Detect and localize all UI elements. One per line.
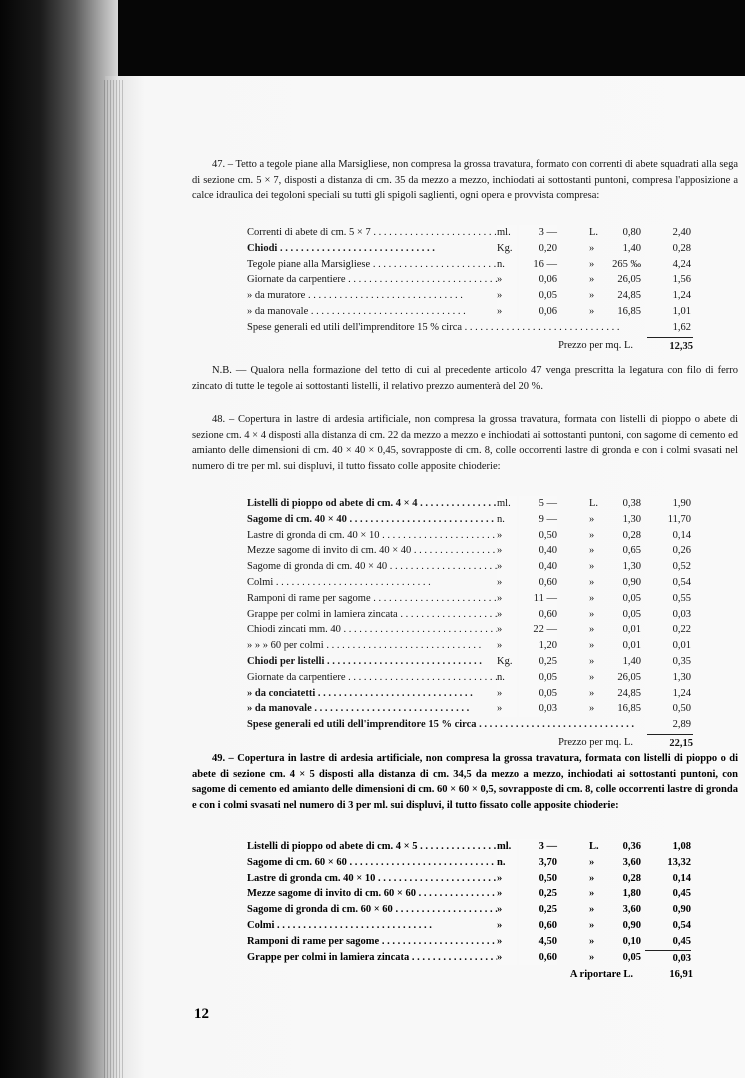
table-row: Ramponi di rame per sagome . . . » 11 — » 0,05 0,55: [247, 591, 693, 607]
table-row: Mezze sagome di invito di cm. 60 × 60 . . . » 0,25 » 1,80 0,45: [247, 886, 693, 902]
scan-border-left: [0, 0, 118, 1078]
table-row: Correnti di abete di cm. 5 × 7 . . . ml. 3 — L. 0,80 2,40: [247, 225, 693, 241]
table-row: Grappe per colmi in lamiera zincata . . . » 0,60 » 0,05 0,03: [247, 607, 693, 623]
table-row: Chiodi per listelli . . . Kg. 0,25 » 1,40 0,35: [247, 654, 693, 670]
carry-line: A riportare L. 16,91: [569, 969, 693, 981]
table-row: » » » 60 per colmi . . . » 1,20 » 0,01 0,01: [247, 638, 693, 654]
article-49-items: [247, 839, 693, 983]
table-row: Sagome di cm. 60 × 60 . . . n. 3,70 » 3,60 13,32: [247, 855, 693, 871]
table-row: Colmi . . . » 0,60 » 0,90 0,54: [247, 918, 693, 934]
table-row: » da manovale . . . » 0,06 » 16,85 1,01: [247, 304, 693, 320]
table-row: » da muratore . . . » 0,05 » 24,85 1,24: [247, 288, 693, 304]
article-48-text: 48. – Copertura in lastre di ardesia artificiale, non compresa la grossa travatura, formata con listelli di pioppo o abete di sezione cm. 4 × 4 disposti alla distanza di cm. 22 da mezzo a mezzo e inchiodati ai sottostanti puntoni, con sagome di cemento ed amianto delle dimensioni di cm. 40 × 40 × 0,45, sovrapposte di cm. 8, colle occorrenti lastre di gronda e con i colmi svasati nel numero di tre per ml. sui displuvi, il tutto fissato colle apposite chioderie:: [192, 414, 738, 472]
table-row: Chiodi . . . Kg. 0,20 » 1,40 0,28: [247, 241, 693, 257]
overhead-row: Spese generali ed utili dell'imprenditore 15 % circa . . . 1,62: [247, 320, 693, 336]
table-row: Sagome di gronda di cm. 60 × 60 . . . » 0,25 » 3,60 0,90: [247, 902, 693, 918]
table-row: » da conciatetti . . . » 0,05 » 24,85 1,24: [247, 686, 693, 702]
table-row: Grappe per colmi in lamiera zincata . . . » 0,60 » 0,05 0,03: [247, 950, 693, 966]
table-row: » da manovale . . . » 0,03 » 16,85 0,50: [247, 701, 693, 717]
price-line: Prezzo per mq. L. 12,35: [247, 336, 693, 354]
table-row: Chiodi zincati mm. 40 . . . » 22 — » 0,01 0,22: [247, 622, 693, 638]
table-row: Giornate da carpentiere . . . » 0,06 » 26,05 1,56: [247, 272, 693, 288]
article-48-items: [247, 496, 693, 751]
price-line: Prezzo per mq. L. 22,15: [247, 733, 693, 751]
table-row: Listelli di pioppo od abete di cm. 4 × 5 . . . ml. 3 — L. 0,36 1,08: [247, 839, 693, 855]
table-row: Colmi . . . » 0,60 » 0,90 0,54: [247, 575, 693, 591]
table-row: Lastre di gronda cm. 40 × 10 . . . » 0,50 » 0,28 0,14: [247, 871, 693, 887]
article-47: [192, 157, 738, 204]
overhead-row: Spese generali ed utili dell'imprenditore 15 % circa . . . 2,89: [247, 717, 693, 733]
table-row: Sagome di cm. 40 × 40 . . . n. 9 — » 1,30 11,70: [247, 512, 693, 528]
note-text: N.B. — Qualora nella formazione del tetto di cui al precedente articolo 47 venga prescritta la legatura con filo di ferro zincato di tutte le tegole ai sottostanti listelli, il relativo prezzo aumenterà del 20 %.: [192, 365, 738, 392]
table-row: Sagome di gronda di cm. 40 × 40 . . . » 0,40 » 1,30 0,52: [247, 559, 693, 575]
binding-gutter: [104, 80, 124, 1078]
table-row: Ramponi di rame per sagome . . . » 4,50 » 0,10 0,45: [247, 934, 693, 950]
article-49: [192, 751, 738, 813]
table-row: Lastre di gronda di cm. 40 × 10 . . . » 0,50 » 0,28 0,14: [247, 528, 693, 544]
table-row: Listelli di pioppo od abete di cm. 4 × 4 . . . ml. 5 — L. 0,38 1,90: [247, 496, 693, 512]
article-47-text: 47. – Tetto a tegole piane alla Marsigliese, non compresa la grossa travatura, formato con correnti di abete squadrati alla sega di sezione cm. 5 × 7, disposti a distanza di cm. 35 da mezzo a mezzo, inchiodati ai sottostanti puntoni, compresa l'apposizione a calce idraulica dei tegoloni speciali su tutti gli spigoli saglienti, ogni opera e provvista compresa:: [192, 159, 738, 201]
article-48: [192, 412, 738, 474]
article-49-text: 49. – Copertura in lastre di ardesia artificiale, non compresa la grossa travatura, formata con listelli di pioppo o di abete di sezione cm. 4 × 5 disposti alla distanza di cm. 34,5 da mezzo a mezzo, inchiodati ai sottostanti puntoni, con sagome di cemento ed amianto delle dimensioni di cm. 60 × 60 × 0,5, sovrapposte di cm. 8, colle occorrenti lastre di gronda e con i colmi svasati nel numero di 3 per ml. sui displuvi, il tutto fissato colle apposite chioderie:: [192, 753, 738, 811]
page-number: 12: [194, 1006, 209, 1022]
note-nb: [192, 363, 738, 394]
table-row: Tegole piane alla Marsigliese . . . n. 16 — » 265 ‰ 4,24: [247, 257, 693, 273]
table-row: Mezze sagome di invito di cm. 40 × 40 . . . » 0,40 » 0,65 0,26: [247, 543, 693, 559]
table-row: Giornate da carpentiere . . . n. 0,05 » 26,05 1,30: [247, 670, 693, 686]
article-47-items: [247, 225, 693, 354]
